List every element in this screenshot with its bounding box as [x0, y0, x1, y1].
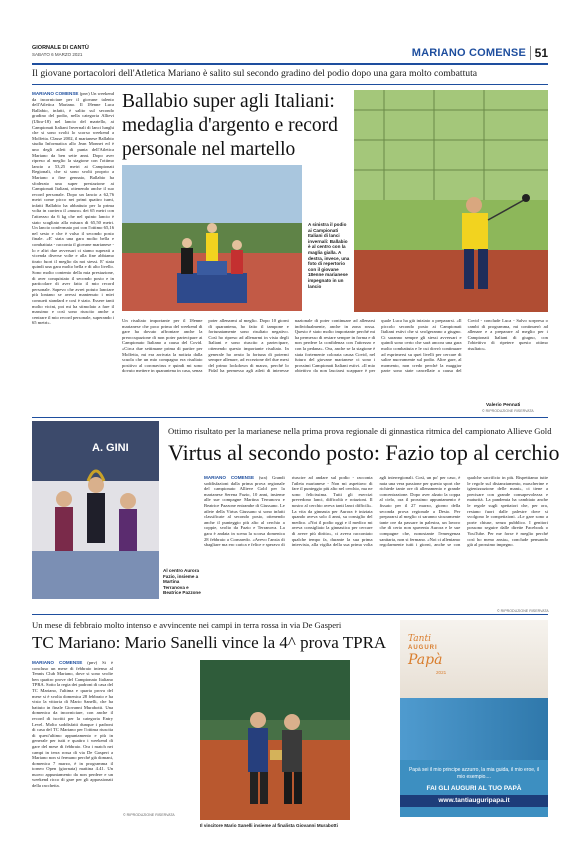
issue-date: SABATO 6 MARZO 2021 [32, 52, 83, 57]
article1-title: Ballabio super agli Italiani: medaglia d'argento e record personale nel martello [122, 91, 338, 160]
newspaper-name: GIORNALE DI CANTÙ [32, 45, 89, 51]
page-header [32, 45, 548, 63]
article1-lead-column [32, 91, 114, 413]
ad-brand-bottom: Papà [408, 652, 443, 668]
article2-body [204, 475, 548, 613]
article1-kicker: Il giovane portacolori dell'Atletica Mariano è salito sul secondo gradino del podio dopo una gara molto combattuta [32, 68, 478, 79]
article3-second-column [118, 660, 195, 810]
article1-body-text: Un risultato importante per il 18enne marianese che poco prima del weekend di gare ha dovuto affrontare anche la preoccupazione di non poter partecipare ai Campionato Italiano a causa del Covid. «Circa due settimane prima di partire per Molfetta, mi era arrivata la notizia dalla scuola che un mio compagno era risultato positivo al coronavirus e quindi mi sono dovuto mettere in quarantena in casa, senza poter allenarmi al meglio. Dopo 10 giorni di quarantena, ho fatto il tampone e fortunatamente sono risultato negativo. Così ho ripreso ad allenarmi in vista degli Italiani e sono riuscito a partecipare, ottenendo questo importante risultato. In generale ho avuto la fortuna di poiermi sempre allenare, ad eccezione del due mesi del primo lockdown di marzo, perché lo Fidal ha permesso agli atleti di interesse nazionale di poter continuare ad allenarsi individualmente, anche in zona rossa. Questo è stato molto importante perché mi ha permesso di restare sempre in forma e di non perdere la confidenza con l'attrezzo e con la pedana». Ora, anche se la stagione è stata fortemente colorata causa Covid, nel futuro del giovane marianese ci sono i prossimi Campionati Italiani estivi. «Il mio obiettivo da non lasciarsi scappare è per quale Luca ha già iniziato a prepararsi. «Il piccolo secondo posto ai Campionati Italiani estivi che si svolgeranno a giugno. Ci saranno sempre gli stessi avversari e quindi sono certo che sarà ancora una gara molto combattuta e le cui dovrò continuare ad esprimersi su quei livelli per cercare di salire nuovamente sul podio. Altre gare, al momento, non credo perché la maggior parte sono state cancellate a causa del Covid - conclude Luca - Salvo sorpresa o cambi di programma, mi continuerò ad allenare e a preparare al meglio per i Campionati Italiani di giugno, con l'obiettivo di ripetere questo ottimo risultato». [122, 318, 548, 374]
ad-brand-top: Tanti [408, 634, 431, 644]
fathers-day-ad[interactable] [400, 620, 548, 817]
gymnastics-photo [32, 421, 159, 599]
article3-rights: © RIPRODUZIONE RISERVATA [123, 813, 175, 817]
article3-body-text: (pnv) Si è concluso un mese di febbraio intenso al Tennis Club Mariano, dove si sono svolte ben quattro prove del Campionato Italiano TPRA. Sotto la regia dei padroni di casa del TC Mariano, l'ultima e quarta prova del mese si è svolta domenica 28 febbraio e ha visto la vittoria di Mario Sanelli, che ha battuto in finale Giovanni Murabotti. Una domenica da incorniciare, con anche il record di iscritti per la categoria Entry Level. Molto soddisfatti dunque i padroni di casa del TC Mariano per l'ottima riuscita di quest'ultimo appuntamento e più in generale per tutti e quattro i weekend di gare del mese di febbraio. Ora i match nei campi in terra rossa di via De Gasperi a Mariano non si fermano perché già domani, domenica 7 marzo, è in programma il torneo Open (giornata) mattina 4.41. Un nuovo appuntamento da non perdere e un weekend ricco di gare per gli appassionati della racchetta. [32, 660, 113, 789]
tennis-photo-image [200, 660, 350, 820]
gymnastics-photo-image [32, 421, 159, 599]
hammer-throw-photo-image [354, 90, 548, 312]
article1-rights: © RIPRODUZIONE RISERVATA [482, 409, 534, 413]
article2-title: Virtus al secondo posto: Fazio top al cerchio [168, 440, 560, 465]
article2-caption: Al centro Aurora Fazio, insieme a Martina Terranova e Beatrice Pazzone [163, 568, 201, 596]
article3-caption: Il vincitore Mario Sanelli insieme al finalista Giovanni Murabotti [200, 823, 338, 828]
article1-location: MARIANO COMENSE [32, 91, 79, 96]
ad-url[interactable]: www.tantiauguripapa.it [400, 795, 548, 807]
ad-photo-people [400, 698, 548, 760]
article3-kicker: Un mese di febbraio molto intenso e avvincente nei campi in terra rossa in via De Gasperi [32, 620, 342, 630]
podium-photo-image [122, 165, 302, 311]
article3-location: MARIANO COMENSE [32, 660, 83, 665]
hammer-throw-photo [354, 90, 548, 312]
article1-body [122, 318, 548, 412]
section-name: MARIANO COMENSE [411, 47, 526, 59]
article2-rule-top [32, 417, 548, 418]
article3-lead-column [32, 660, 113, 810]
article2-body-text: (sra) Grandi soddisfazioni dalla prima prova regionale del campionato Allieve Gold per la marianese Serena Fazio, 10 anni, insieme alle sue compagne Martina Terranova e Beatrice Pazzone entrambe di Giussano. Le atlete della Virtus Giussano si sono infatti classificate al secondo posto, ottenendo anche il punteggio più alto al cerchio a coppie, svolto da Fazio e Terranova. La gara è andata in scena la scorsa domenica 28 febbraio a Cornaredo. «Avevo l'ansia di sbagliare ma ero carica e felice e speravo di riuscire ad andare sul podio - racconta l'atleta marianese - Non mi aspettavo di fare il punteggio più alto nel cerchio, ma ne sono felicissima. Tutti gli esercizi prevedono lanci, difficoltà e rotazioni. Il nostro al cerchio aveva tanti lanci difficili». La vita da ginnasta per Aurora è iniziata quando aveva solo 4 anni, su consiglio del medico. «Noi il podio oggi e il medico mi aveva consigliato la ginnastica per cercare di avere più diritto», ci aveva raccontato qualche tempo fa, durante la sua prima intervista, alla vigilia della sua prima volta agli interregionali. Così, un po' per caso, è nata una vera passione per questo sport che richiede tante ore di allenamento e grande concentrazione. Dopo aver alzato la coppa al cielo, ora il prossimo appuntamento è fissato per il 27 marzo, giorno della seconda prova regionale a Desio. Per prepararsi al meglio ci saranno sicuramente tante ore da passare in palestra, un lavoro che di certo non spaventa Aurora e le sue compagne che, nonostante l'emergenza sanitaria, non si fermano. «Noi ci alleniamo regolarmente tutti i giorni, anche se con qualche sacrificio in più. Rispettiamo tutte le regole sul distanziamento, mascherine e igienizzazione delle mani», ci tiene a precisare con grande consapevolezza e maturità. La pandemia ha cambiato anche le regole sugli spettatori che, per ora, restano fuori dalle palestre dove si svolgono le competizioni. «Le gare sono a porte chiuse, senza pubblico. I genitori possono seguire dalle dirette Facebook o YouTube. Per me forse è meglio perché così ho meno ansia», conclude pensando già al prossimo impegno. [204, 475, 548, 548]
page-number: 51 [530, 46, 548, 60]
article2-location: MARIANO COMENSE [204, 475, 255, 480]
ad-text: Papà sei il mio principe azzurro, la mia guida, il mio eroe, il mio esempio.... [408, 767, 540, 780]
article2-kicker: Ottimo risultato per la marianese nella prima prova regionale di ginnastica ritmica del campionato Allieve Gold [168, 426, 552, 436]
article1-rule [32, 84, 548, 85]
header-rule [32, 63, 548, 65]
podium-photo [122, 165, 302, 311]
article1-caption: A sinistra il podio ai Campionati Italiani di lanci invernali: Ballabio è al centro con la maglia gialla. A destra, invece, una foto di repertorio con il giovane 18enne marianese impegnato in un lancio [308, 222, 350, 289]
article1-signature: Valerio Pennati [486, 403, 521, 408]
ad-brand-mid: AUGURI [408, 645, 438, 651]
ad-year: 2021 [436, 670, 447, 675]
svg-text:A. GINI: A. GINI [92, 442, 129, 454]
article3-title: TC Mariano: Mario Sanelli vince la 4^ prova TPRA [32, 633, 387, 652]
article2-rights: © RIPRODUZIONE RISERVATA [497, 609, 549, 613]
article3-rule-top [32, 614, 548, 615]
article1-lead-text: (pnv) Un weekend da incorniciare per il giovane talento dell'Atletica Mariano. Il 18enne Luca Ballabio, infatti, è salito sul secondo gradino del podio, nella categoria Allievi (Ultra-18) nel lancio del martello, ai Campionati Italiani Invernali di lanci lunghi che si sono svolti lo scorso weekend a Molfetta. Classe 2002, il marianese Ballabio studia Informatica allo Jean Monnet ed è uno degli atleti di punta dell'Atletica Mariano da ben sette anni. Dopo aver ripreso al meglio la stagione con l'ottimo lancio a 53,25 metri ai Campionati Regionali, che si sono svolti proprio a Mariano a fine gennaio, Ballabio ha sfoderato una super prestazione ai Campionati Italiani, ottenendo anche il suo record personale. Dopo un lancio a 62,76 metri come picco nei primi quattro turni, infatti Ballabio ha abbattuto per la prima volta in carriera il «muro» dei 65 metri con l'attrezzo da 6 kg che nel quinto lancio è stato scagliato alla misura di 65,50 metri. Un lancio confermato poi con l'ottimo 65,16 nel sesto e che è valso il secondo posto finale. «E' stata una gara molto bella e combattuta - racconta il giovane marianese - lo e altri due avversari ci siamo superati a vicenda diverse volte e alla fine abbiamo tirato fuori il meglio da noi stessi. E' stata quindi una gara molto bella e di alto livello. Sono molto contento della mia prestazione, di aver conquistato il secondo posto e in particolare di aver fatto il mio record personale. Sapevo che avrei potuto lanciare più lontano se avessi mantenuto i miei consueti standard e così è stato. Essere tanti molto vicini, poi mi ha stimolato a fare il massimo e così sono riuscito anche a centrare il mio record personale, superando i 65 metri». [32, 91, 114, 326]
ad-cta[interactable]: FAI GLI AUGURI AL TUO PAPÀ [426, 785, 522, 792]
tennis-photo [200, 660, 350, 820]
